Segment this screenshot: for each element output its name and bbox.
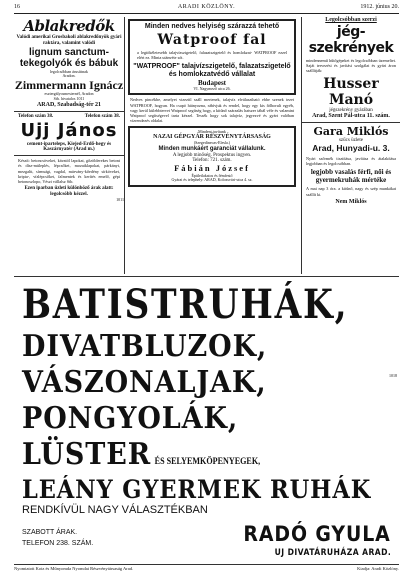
gepgyar-ad bbox=[128, 126, 296, 187]
footer-left: Nyomtatott Kotz és Műnyomda Nyomdai Részvénytársaság Arad. bbox=[14, 566, 134, 571]
ad-product-sub2: Aradon. bbox=[62, 73, 76, 79]
gara-name: Gara Miklós bbox=[313, 125, 389, 139]
gara-sub: szűcs üzlete bbox=[338, 138, 364, 144]
middle-column bbox=[126, 17, 298, 274]
gara-addr: Arad, Hunyadi-u. 3. bbox=[312, 143, 390, 154]
gara-big: legjobb vasalás férfi, női és gyermekruhák mértéke bbox=[310, 168, 392, 185]
watproof-ad bbox=[128, 19, 296, 95]
watproof-city-sub: VI. Nagymező utca 26. bbox=[193, 85, 231, 91]
left-column bbox=[14, 17, 125, 274]
watproof-body2: "WATPROOF" talajvízszigetelő, falazatszigetelő és homlokzatvédő vállalat bbox=[133, 62, 291, 78]
ad-ujj-sub: cement-iparteleps, Kiejed-Erdő-hegy és Kaszárnyatér (Arad m.) bbox=[26, 141, 112, 153]
gepgyar-name: NAZAI GÉPGYÁR RÉSZVÉNYTÁRSASÁG bbox=[153, 134, 271, 141]
page-number: 16 bbox=[14, 4, 20, 10]
telefon-right: Telefon szám 38. bbox=[84, 113, 120, 119]
watproof-body1: a legtökéletesebb talajvízszigetelő, falazatszigetelő és homlokzat- WATPROOF ezzel elért ez. Minta utánvéte sót. bbox=[137, 50, 287, 61]
ad-product-lignum: lignum sanctum- bbox=[28, 46, 109, 58]
ad-uj-divataruhaza: UJ DIVATÁRUHÁZA ARAD. bbox=[274, 548, 391, 558]
ad-fixed-prices: SZABOTT ÁRAK. bbox=[22, 529, 78, 536]
ad-line-batistruhak: BATISTRUHÁK, bbox=[22, 281, 349, 328]
ad-rado-gyula: RADÓ GYULA bbox=[243, 522, 391, 546]
ad-product-teke: tekegolyók és bábuk bbox=[19, 58, 119, 69]
ad-line-divatbluzok: DIVATBLUZOK, bbox=[22, 329, 268, 364]
divider bbox=[14, 111, 124, 112]
gepgyar-sub: (Szegedinecas-Elesla.) bbox=[193, 140, 231, 146]
watproof-city: Budapest bbox=[197, 78, 226, 87]
gepgyar-owner-sub: Épületlakatos és fémfestő bbox=[191, 172, 233, 178]
ad-telefon: TELEFON 238. SZÁM. bbox=[22, 540, 94, 548]
jeg-top: Legolcsóbban szerzi bbox=[325, 17, 377, 23]
ad-address: ARAD, Szabadság-tér 21 bbox=[36, 101, 102, 108]
ad-line-valasztek: RENDKÍVÜL NAGY VÁLASZTÉKBAN bbox=[22, 504, 208, 516]
footer-right: Kiadja: Aradi Közlöny. bbox=[357, 566, 399, 571]
ad-line-pongyolak: PONGYOLÁK, bbox=[22, 401, 239, 436]
gepgyar-addr: Gyárai és telephely: ARAD, Kolozsvári-utca 4. sz. bbox=[171, 177, 253, 183]
divider bbox=[14, 155, 124, 156]
ad-side-number: 1018 bbox=[389, 373, 397, 378]
page-header bbox=[14, 3, 399, 14]
jeg-szekreny-title: jég-szekrények bbox=[308, 23, 394, 56]
ad-line-leany: LEÁNY GYERMEK RUHÁK bbox=[22, 475, 372, 504]
gepgyar-guarantee: Minden munkáért garanciát vállalunk. bbox=[158, 145, 266, 152]
ad-name-ujj: Ujj János bbox=[20, 119, 118, 141]
ad-role: esztergályosmesternél, Aradon bbox=[44, 91, 94, 97]
ad-ujj-foot: Ezen iparban üzleti különböző árak alatt: legolcsóbb kézzel. bbox=[24, 186, 114, 198]
ad-ujj-body: Készít: betoncsöveket, kávatól lapokat, gőzölderekes betont és dísz-müleplés, lépcsőket, mozaiklapokat, párkányt, mezgaltt, sírmsági, vagdal, márvány-kőedény sírköveket, kripta-, vízlépcsőket, falmentek és kerítés emelő, gépi betonoszlopo, Vészi vállalsz Stb. bbox=[18, 158, 120, 185]
ad-role2: Stb. hivatalos 1011 bbox=[53, 96, 85, 102]
page-footer bbox=[14, 564, 399, 574]
watproof-body3: Nedves pincékbe, amelyet vizezitl száll mertenek, talajvíz elválasztható ebbe szenek tezet WATPROOF, hogyan. Ha csapó hiányozna, rábívjuk és rendel, hogy egy kis fölborult egyéb, vagy kerül külebbtervet Watproof segítség hogy, a kitűnő szárazlás hatszer tábál véle és valamint Watproof segítségevel tarta kézzel. Tessék hogy sok talajvíz, jegyezvé és gyárt valóban vízrendezés oldalai. bbox=[130, 97, 294, 124]
ad-ujj-foot2: 1011 bbox=[116, 196, 124, 202]
telefon-left: Telefon szám 38. bbox=[18, 113, 54, 119]
issue-date: 1912. június 20. bbox=[360, 4, 399, 10]
ad-line-luster-small: ÉS SELYEMKÖPENYEGEK, bbox=[154, 456, 261, 466]
ad-line-vaszonaljak: VÁSZONALJAK, bbox=[22, 365, 267, 400]
jeg-sub: mindennemű hűtőgépeket és legolcsóbban üzemeltet. Saját tervezési és javítási szolgálat és gyári áron szállítják: bbox=[306, 57, 396, 74]
ad-title-ablakredok: Ablakredők bbox=[23, 17, 115, 35]
gepgyar-guarantee2: A legjobb minőség. Prospektus ingyen. bbox=[172, 152, 252, 158]
ad-product-sub: legolcsóbban árusíttnak bbox=[50, 68, 88, 74]
gepgyar-tel: Telefon: 721. szám. bbox=[192, 158, 232, 164]
gara-elder: Nem Miklós bbox=[335, 198, 367, 205]
gara-body: Nyári szőrmék tisztítása, javítása és átalakítása legjobban és legolcsóbban. bbox=[306, 155, 396, 167]
husser-name: Husser Manó bbox=[323, 75, 379, 108]
rado-gyula-ad bbox=[14, 276, 399, 566]
telefon-row bbox=[14, 114, 124, 119]
right-column bbox=[301, 17, 400, 274]
ad-line-luster-word: LÜSTER bbox=[22, 437, 152, 472]
watproof-top-line: Minden nedves helyiség szárazzá tehető bbox=[144, 23, 280, 30]
gepgyar-owner: Fábián József bbox=[174, 163, 250, 173]
divider bbox=[302, 122, 400, 123]
newspaper-name: ARADI KÖZLÖNY. bbox=[177, 4, 236, 10]
gara-note: A mai nap 3 óra. a kitűnő, nagy és szép munkákat szállít ki. bbox=[306, 186, 396, 197]
ad-intro: Valódi amerikai Grosbakoli ablakredőnyök gyári raktára, valamint valódi bbox=[16, 35, 122, 46]
husser-addr: Arad, Szent Pál-utca 11. szám. bbox=[312, 113, 390, 120]
ad-line-luster bbox=[22, 437, 260, 472]
gepgyar-sub-brand: Mindent javítunk bbox=[198, 128, 226, 134]
watproof-brand: Watproof fal bbox=[157, 32, 267, 49]
ad-contact bbox=[22, 527, 93, 549]
ad-name-zimmermann: Zimmermann Ignácz bbox=[14, 77, 124, 92]
husser-sub: jégszekrény gyárában bbox=[329, 107, 373, 113]
